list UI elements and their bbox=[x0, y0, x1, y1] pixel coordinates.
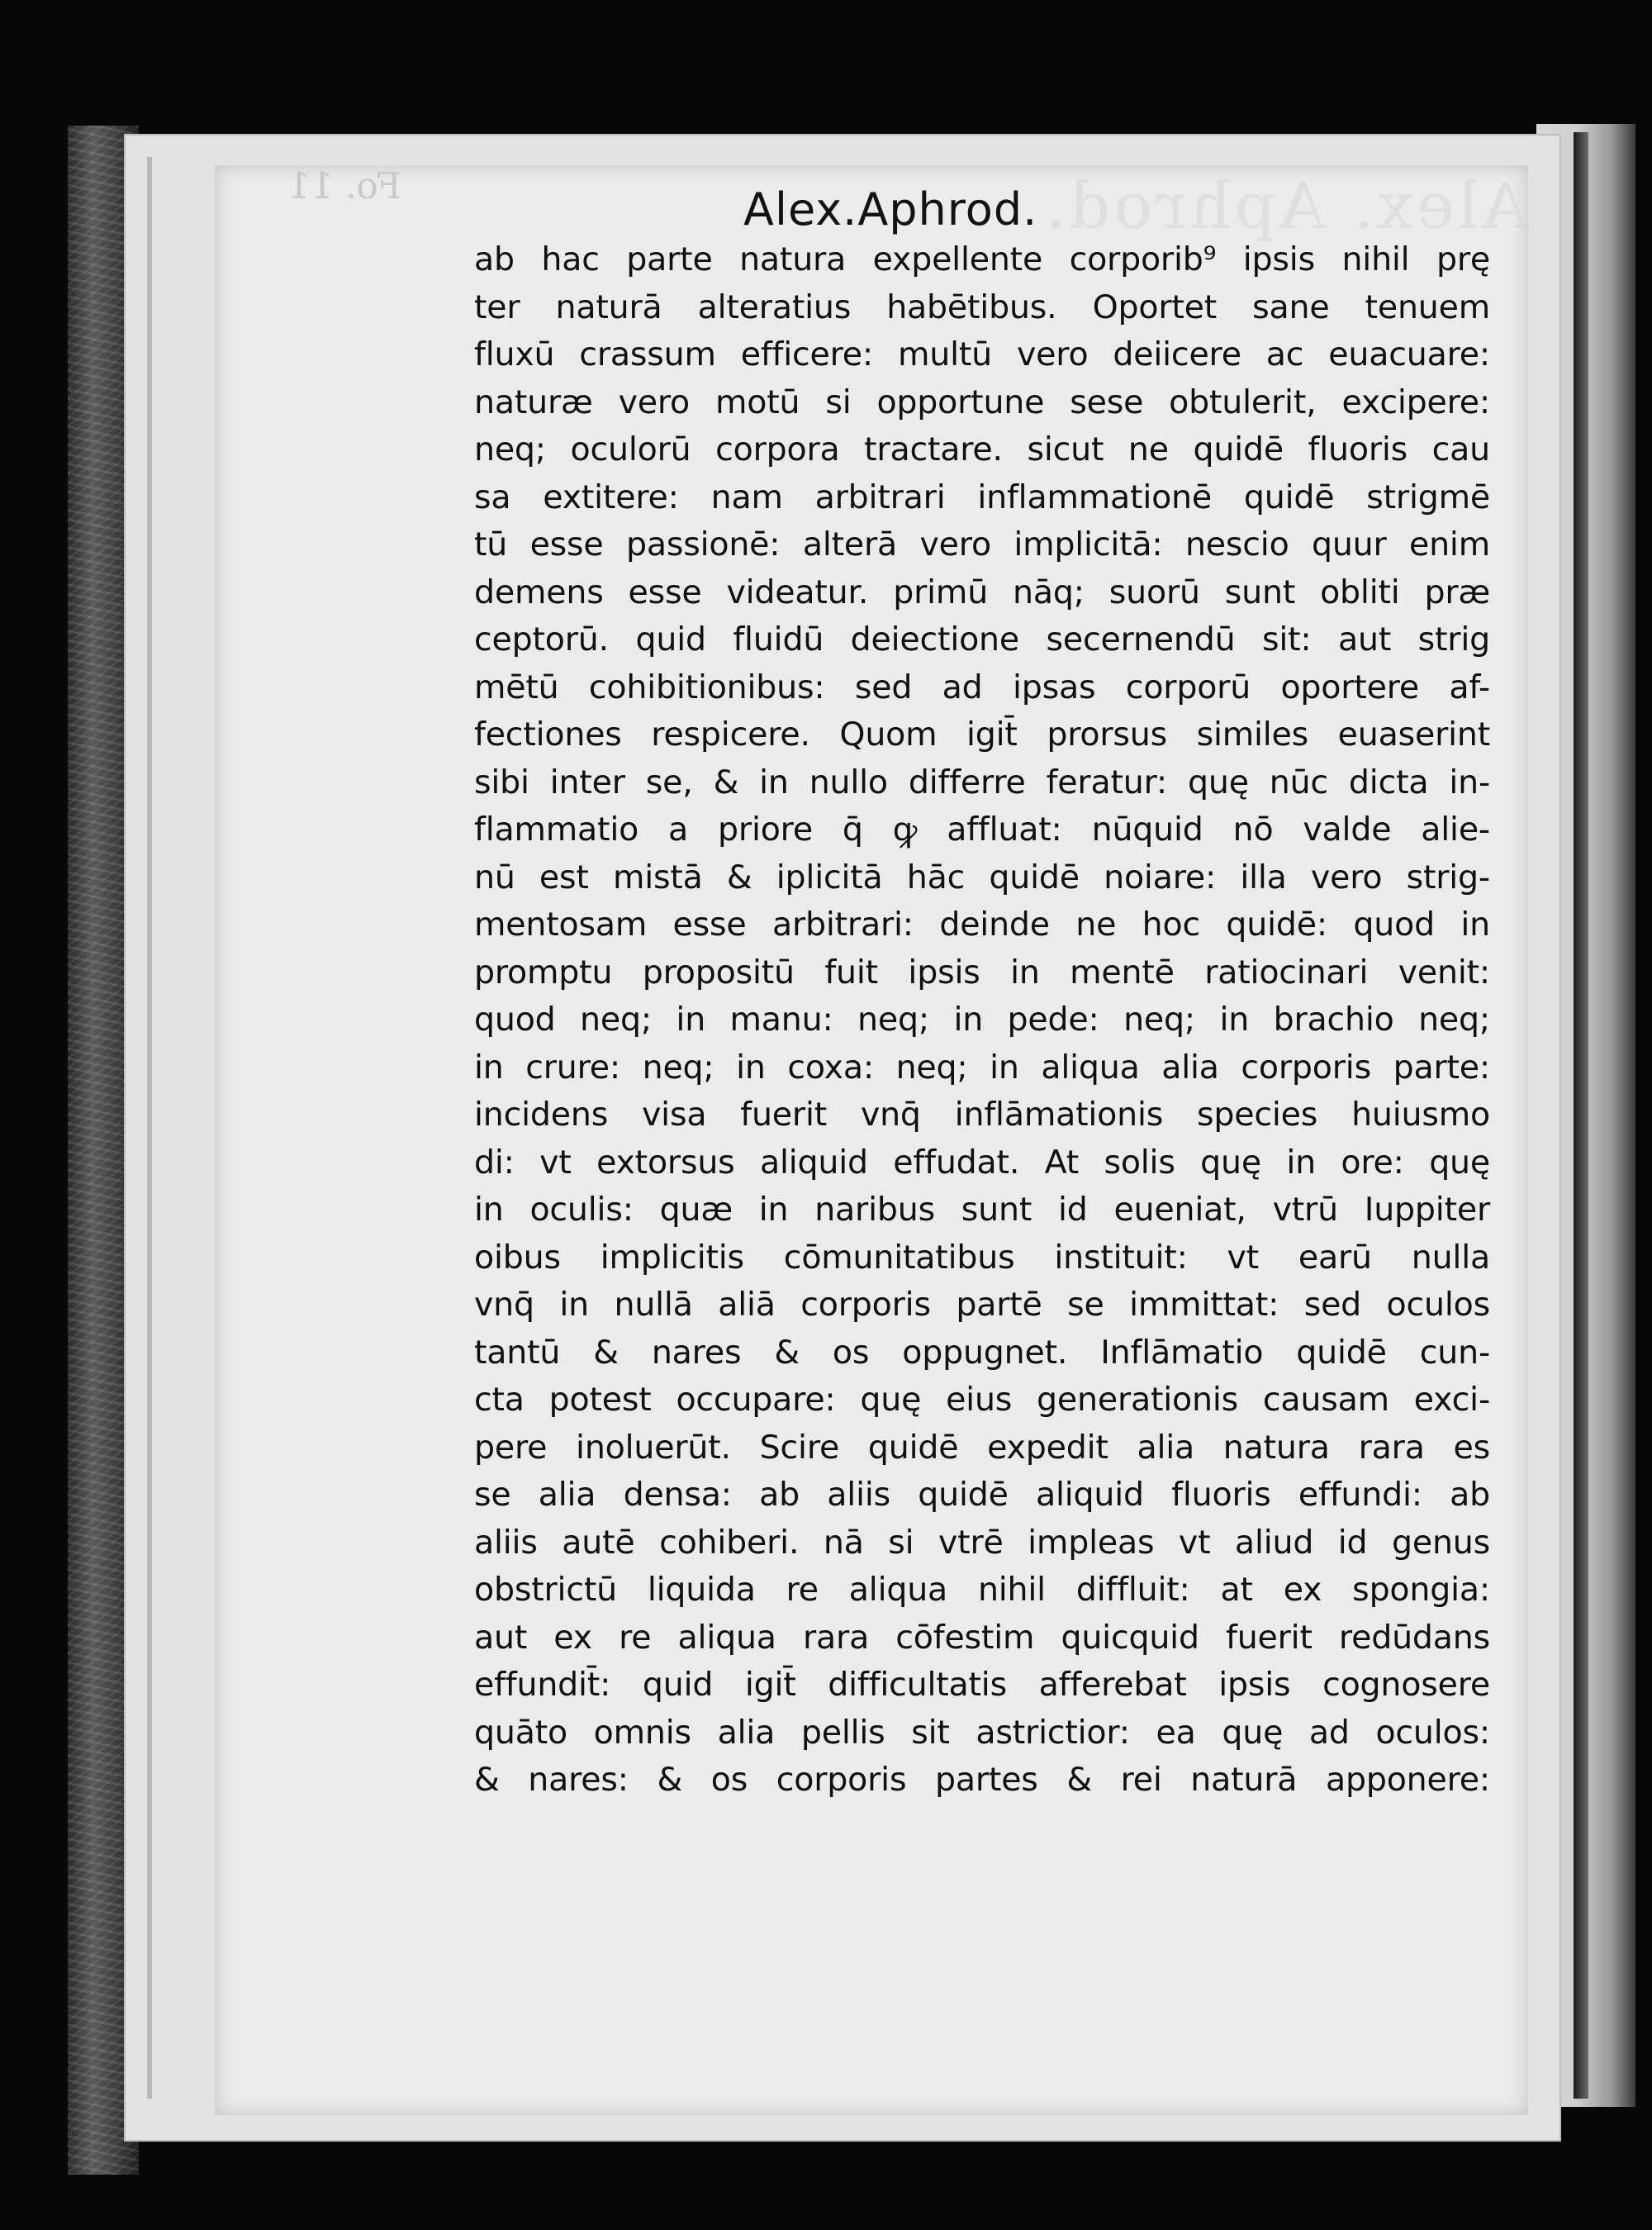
text-line: & nares: & os corporis partes & rei naturā apponere: bbox=[474, 1761, 1490, 1799]
text-line: obstrictū liquida re aliqua nihil diffluit: at ex spongia: bbox=[474, 1571, 1490, 1609]
binding-shadow bbox=[1574, 132, 1588, 2099]
text-line: ter naturā alteratius habētibus. Oportet sane tenuem bbox=[474, 288, 1490, 326]
text-line: cta potest occupare: quę eius generationis causam exci- bbox=[474, 1381, 1490, 1419]
show-through-folio: Fo. 11 bbox=[287, 165, 401, 207]
text-line: oibus implicitis cōmunitatibus instituit: vt earū nulla bbox=[474, 1238, 1490, 1277]
text-line: quāto omnis alia pellis sit astrictior: ea quę ad oculos: bbox=[474, 1713, 1490, 1752]
show-through-heading: Alex. Aphrod. bbox=[1042, 169, 1528, 244]
text-line: aliis autē cohiberi. nā si vtrē impleas vt aliud id genus bbox=[474, 1523, 1490, 1562]
text-line: naturæ vero motū si opportune sese obtulerit, excipere: bbox=[474, 383, 1490, 421]
text-line: fluxū crassum efficere: multū vero deiicere ac euacuare: bbox=[474, 335, 1490, 373]
text-block bbox=[474, 236, 1490, 1804]
text-line: tū esse passionē: alterā vero implicitā: nescio quur enim bbox=[474, 525, 1490, 563]
running-head: Alex.Aphrod. bbox=[743, 183, 1038, 235]
text-line: mentosam esse arbitrari: deinde ne hoc quidē: quod in bbox=[474, 906, 1490, 944]
text-line: sa extitere: nam arbitrari inflammationē quidē strigmē bbox=[474, 478, 1490, 516]
text-line: ab hac parte natura expellente corporib⁹ ipsis nihil prę bbox=[474, 240, 1490, 278]
text-line: ceptorū. quid fluidū deiectione secernendū sit: aut strig bbox=[474, 621, 1490, 659]
text-line: aut ex re aliqua rara cōfestim quicquid fuerit redūdans bbox=[474, 1618, 1490, 1657]
text-line: incidens visa fuerit vnq̄ inflāmationis species huiusmo bbox=[474, 1096, 1490, 1134]
text-line: tantū & nares & os oppugnet. Inflāmatio quidē cun- bbox=[474, 1333, 1490, 1372]
text-line: in crure: neq; in coxa: neq; in aliqua alia corporis parte: bbox=[474, 1048, 1490, 1086]
text-line: sibi inter se, & in nullo differre feratur: quę nūc dicta in- bbox=[474, 763, 1490, 801]
text-line: promptu propositū fuit ipsis in mentē ratiocinari venit: bbox=[474, 953, 1490, 991]
text-line: neq; oculorū corpora tractare. sicut ne quidē fluoris cau bbox=[474, 430, 1490, 468]
text-line: effundit̄: quid igit̄ difficultatis afferebat ipsis cognosere bbox=[474, 1666, 1490, 1704]
text-line: pere inoluerūt. Scire quidē expedit alia natura rara es bbox=[474, 1428, 1490, 1467]
text-line: mētū cohibitionibus: sed ad ipsas corporū oportere af- bbox=[474, 668, 1490, 706]
text-line: se alia densa: ab aliis quidē aliquid fluoris effundi: ab bbox=[474, 1476, 1490, 1514]
text-line: nū est mistā & iplicitā hāc quidē noiare: illa vero strig- bbox=[474, 858, 1490, 896]
text-line: in oculis: quæ in naribus sunt id eueniat, vtrū Iuppiter bbox=[474, 1191, 1490, 1229]
text-line: vnq̄ in nullā aliā corporis partē se immittat: sed oculos bbox=[474, 1286, 1490, 1324]
text-line: quod neq; in manu: neq; in pede: neq; in brachio neq; bbox=[474, 1001, 1490, 1039]
text-line: fectiones respicere. Quom igit̄ prorsus similes euaserint bbox=[474, 716, 1490, 754]
page-edge-line bbox=[147, 157, 152, 2099]
text-line: di: vt extorsus aliquid effudat. At solis quę in ore: quę bbox=[474, 1143, 1490, 1182]
text-line: demens esse videatur. primū nāq; suorū sunt obliti præ bbox=[474, 573, 1490, 611]
text-line: flammatio a priore q̄ ꝙ affluat: nūquid nō valde alie- bbox=[474, 811, 1490, 849]
